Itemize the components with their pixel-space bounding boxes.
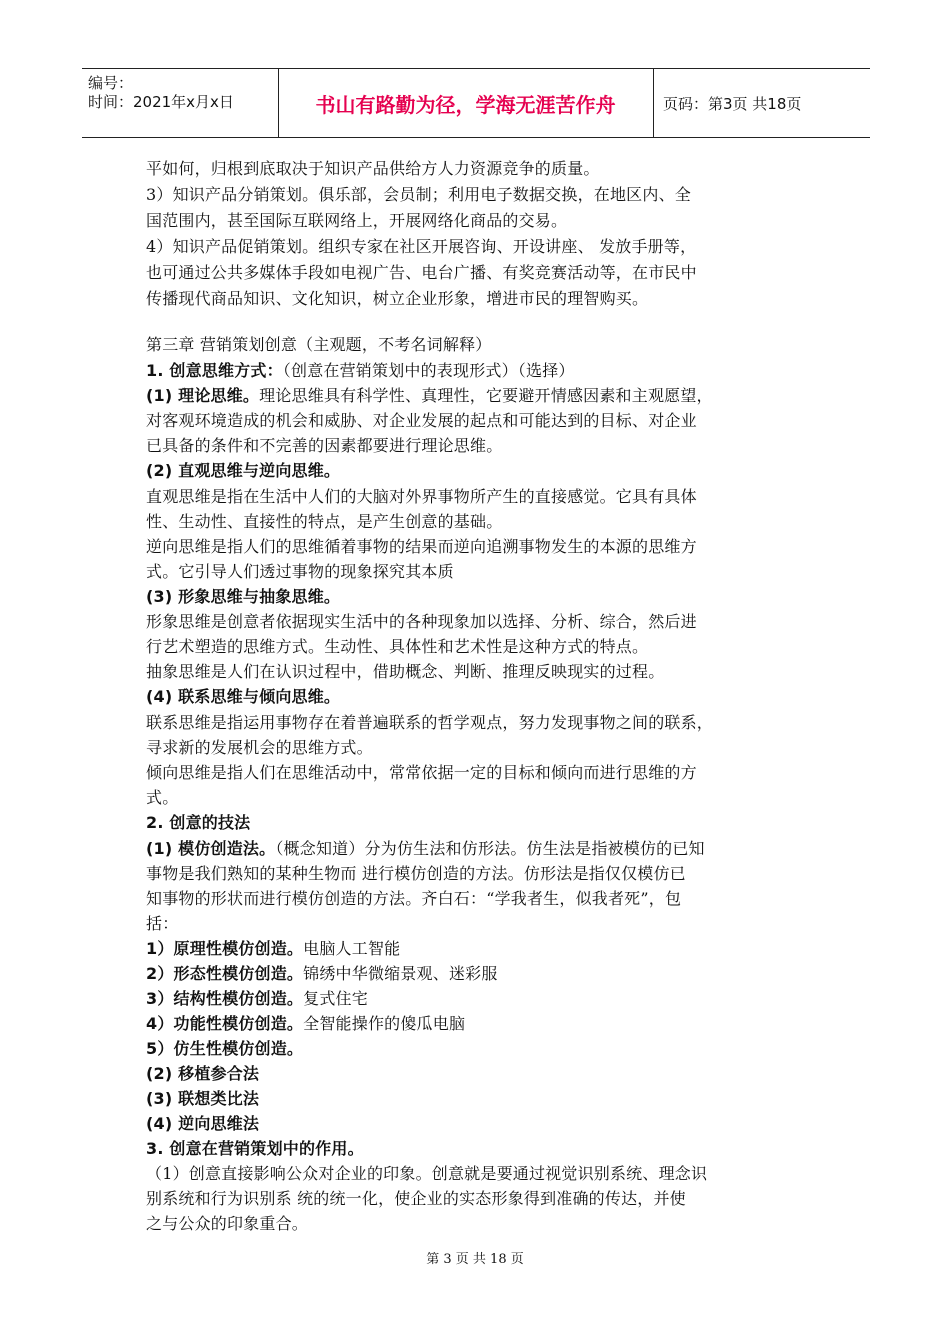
text-line: 倾向思维是指人们在思维活动中，常常依据一定的目标和倾向而进行思维的方: [146, 763, 697, 782]
text-line: 联系思维是指运用事物存在着普遍联系的哲学观点，努力发现事物之间的联系，: [146, 713, 714, 732]
document-time-label: 时间：2021年x月x日: [88, 93, 234, 111]
text-line: 式。: [146, 788, 179, 807]
text-line: 3. 创意在营销策划中的作用。: [146, 1139, 364, 1158]
text-line: 已具备的条件和不完善的因素都要进行理论思维。: [146, 436, 503, 455]
bold-lead: 3）结构性模仿创造。: [146, 989, 304, 1008]
text-line: [146, 961, 498, 984]
line-rest: 锦绣中华微缩景观、迷彩服: [303, 964, 498, 983]
text-line: 逆向思维是指人们的思维循着事物的结果而逆向追溯事物发生的本源的思维方: [146, 537, 697, 556]
text-line: [146, 936, 400, 959]
text-line: [146, 383, 713, 406]
bold-lead: 2）形态性模仿创造。: [146, 964, 304, 983]
text-line: 行艺术塑造的思维方式。生动性、具体性和艺术性是这种方式的特点。: [146, 637, 649, 656]
text-line: 直观思维是指在生活中人们的大脑对外界事物所产生的直接感觉。它具有具体: [146, 487, 697, 506]
text-line: 之与公众的印象重合。: [146, 1214, 309, 1233]
bold-lead: 4）功能性模仿创造。: [146, 1014, 304, 1033]
text-line: 式。它引导人们透过事物的现象探究其本质: [146, 562, 454, 581]
text-line: 国范围内，甚至国际互联网络上，开展网络化商品的交易。: [146, 211, 568, 230]
bold-lead: (1) 模仿创造法。: [146, 839, 276, 858]
text-line: (2) 移植参合法: [146, 1064, 260, 1083]
text-line: [146, 836, 705, 859]
text-line: 形象思维是创意者依据现实生活中的各种现象加以选择、分析、综合，然后进: [146, 612, 697, 631]
text-line: 平如何，归根到底取决于知识产品供给方人力资源竞争的质量。: [146, 159, 600, 178]
line-rest: 理论思维具有科学性、真理性，它要避开情感因素和主观愿望，: [259, 386, 713, 405]
text-line: 别系统和行为识别系 统的统一化，使企业的实态形象得到准确的传达，并使: [146, 1189, 686, 1208]
text-line: 括：: [146, 914, 179, 933]
text-line: 3）知识产品分销策划。俱乐部，会员制；利用电子数据交换，在地区内、全: [146, 185, 691, 204]
text-line: 也可通过公共多媒体手段如电视广告、电台广播、有奖竞赛活动等，在市民中: [146, 263, 697, 282]
line-rest: 复式住宅: [303, 989, 368, 1008]
text-line: 5）仿生性模仿创造。: [146, 1039, 304, 1058]
text-line: [146, 1011, 465, 1034]
header-left-cell: [82, 69, 279, 137]
line-rest: 电脑人工智能: [303, 939, 401, 958]
text-line: 知事物的形状而进行模仿创造的方法。齐白石：“学我者生，似我者死”，包: [146, 889, 682, 908]
text-line: (3) 形象思维与抽象思维。: [146, 587, 341, 606]
text-line: （1）创意直接影响公众对企业的印象。创意就是要通过视觉识别系统、理念识: [146, 1164, 708, 1183]
text-line: [146, 986, 368, 1009]
text-line: (4) 联系思维与倾向思维。: [146, 687, 341, 706]
line-rest: （创意在营销策划中的表现形式）（选择）: [282, 361, 575, 380]
page-footer: 第 3 页 共 18 页: [426, 1252, 524, 1267]
document-number-label: 编号：: [88, 74, 134, 92]
bold-lead: (1) 理论思维。: [146, 386, 260, 405]
text-line: [146, 358, 575, 381]
header-page-label: 页码：第3页 共18页: [663, 94, 802, 113]
header-motto: 书山有路勤为径，学海无涯苦作舟: [278, 69, 654, 137]
page-header: [82, 68, 870, 138]
text-line: (3) 联想类比法: [146, 1089, 260, 1108]
line-rest: 全智能操作的傻瓜电脑: [303, 1014, 466, 1033]
bold-lead: 1. 创意思维方式：: [146, 361, 283, 380]
text-line: 传播现代商品知识、文化知识，树立企业形象，增进市民的理智购买。: [146, 289, 649, 308]
text-line: (4) 逆向思维法: [146, 1114, 260, 1133]
bold-lead: 1）原理性模仿创造。: [146, 939, 304, 958]
text-line: (2) 直观思维与逆向思维。: [146, 461, 341, 480]
text-line: 第三章 营销策划创意（主观题，不考名词解释）: [146, 335, 492, 354]
text-line: 事物是我们熟知的某种生物而 进行模仿创造的方法。仿形法是指仅仅模仿已: [146, 864, 686, 883]
text-line: 4）知识产品促销策划。组织专家在社区开展咨询、开设讲座、 发放手册等，: [146, 237, 697, 256]
text-line: 抽象思维是人们在认识过程中，借助概念、判断、推理反映现实的过程。: [146, 662, 665, 681]
text-line: 寻求新的发展机会的思维方式。: [146, 738, 373, 757]
text-line: 性、生动性、直接性的特点，是产生创意的基础。: [146, 512, 503, 531]
line-rest: （概念知道）分为仿生法和仿形法。仿生法是指被模仿的已知: [275, 839, 705, 858]
text-line: 2. 创意的技法: [146, 813, 251, 832]
text-line: 对客观环境造成的机会和威胁、对企业发展的起点和可能达到的目标、对企业: [146, 411, 697, 430]
